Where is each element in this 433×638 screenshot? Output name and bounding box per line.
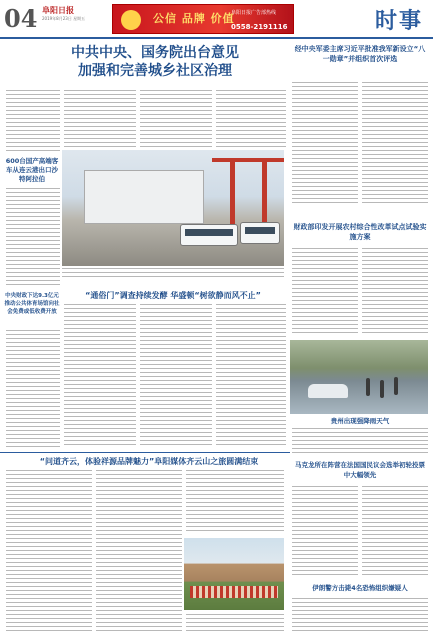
photo-caption <box>62 268 284 280</box>
quote-story-col1 <box>64 304 136 448</box>
masthead-rule <box>0 37 433 39</box>
right-story5-body <box>292 598 428 634</box>
ad-phone: 0558-2191116 <box>231 23 288 31</box>
quote-story-col3 <box>216 304 286 448</box>
crowd <box>190 586 278 598</box>
right-story4-body-b <box>362 486 428 576</box>
paper-name: 阜阳日报 <box>42 6 74 15</box>
masthead <box>0 0 433 40</box>
cargo-ship <box>84 170 204 224</box>
bottom-rule <box>0 452 290 453</box>
right-story4-headline[interactable]: 马克龙所在阵营在法国国民议会选举初轮投票中大幅领先 <box>295 461 425 479</box>
main-headline-line2: 加强和完善城乡社区治理 <box>78 63 232 79</box>
bottom-headline[interactable]: “问道齐云，体验祥源品牌魅力”阜阳媒体齐云山之旅圆满结束 <box>39 457 259 466</box>
main-story-body-col2 <box>64 90 136 148</box>
left-story2-body <box>6 330 60 448</box>
quote-headline[interactable]: “通俗门”调查持续发酵 华盛顿“树欲静而风不止” <box>85 291 261 300</box>
ad-banner[interactable] <box>112 4 294 34</box>
ad-title: 公信 品牌 价值 <box>153 12 235 25</box>
main-headline[interactable] <box>38 44 272 80</box>
bus-1 <box>180 224 238 246</box>
right-story4-body-a <box>292 486 358 576</box>
right-story1-body-a <box>292 82 358 206</box>
right-story5-headline[interactable]: 伊朗警方击毙4名恐怖组织嫌疑人 <box>312 584 408 592</box>
main-story-body-col1 <box>6 90 60 152</box>
right-story1-headline[interactable]: 经中央军委主席习近平批准我军新设立“八一勋章”并组织首次评选 <box>294 45 426 63</box>
section-tag <box>313 0 433 36</box>
right-story2-body-b <box>362 248 428 336</box>
crane-right-arm <box>250 158 284 162</box>
right-story3-headline[interactable]: 贵州出现强降雨天气 <box>330 417 390 425</box>
issue-date: 2019年8月23日 星期五 <box>42 16 86 21</box>
main-story-body-col3 <box>140 90 212 148</box>
group-photo <box>184 538 284 610</box>
left-story1-headline[interactable]: 600台国产高端客车从连云港出口沙特阿拉伯 <box>5 157 59 183</box>
right-story2-headline[interactable]: 财政部印发开展农村综合性改革试点试验实施方案 <box>293 223 427 241</box>
left-story1-body <box>6 188 60 288</box>
person-1 <box>366 378 370 396</box>
bus-2 <box>240 222 280 244</box>
main-story-body-col4 <box>216 90 286 148</box>
submerged-car <box>308 384 348 398</box>
crane-left <box>230 158 235 228</box>
quote-story-col2 <box>140 304 212 448</box>
ad-logo-icon <box>121 10 141 30</box>
right-story1-body-b <box>362 82 428 206</box>
flood-photo <box>290 340 428 414</box>
ad-subtitle: 阜阳日报广告部热线 <box>231 10 277 16</box>
bottom-story-col3 <box>186 470 284 534</box>
right-story3-body <box>292 428 428 454</box>
crane-right <box>262 158 267 228</box>
section-title: 时事 <box>374 9 423 34</box>
bottom-story-col1 <box>6 470 92 634</box>
person-3 <box>394 377 398 395</box>
page-number: 04 <box>4 4 38 33</box>
person-2 <box>380 380 384 398</box>
crane-left-arm <box>212 158 252 162</box>
left-story2-headline[interactable]: 中央财政下达9.3亿元推动公共体育场馆向社会免费或低收费开放 <box>4 293 60 315</box>
main-headline-line1: 中共中央、国务院出台意见 <box>71 45 239 61</box>
right-story2-body-a <box>292 248 358 336</box>
port-photo <box>62 150 284 266</box>
group-photo-caption <box>186 614 284 634</box>
bottom-story-col2 <box>96 470 182 634</box>
